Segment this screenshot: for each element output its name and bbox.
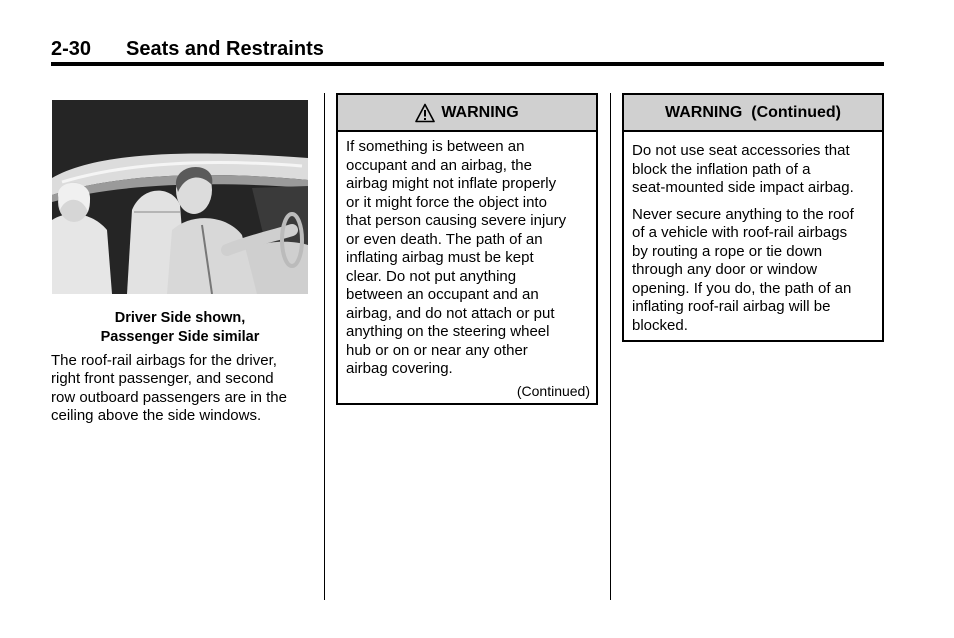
text-line: between an occupant and an xyxy=(346,286,539,303)
header-rule xyxy=(51,62,884,66)
text-line: The roof-rail airbags for the driver, xyxy=(51,352,277,369)
text-line: occupant and an airbag, the xyxy=(346,156,532,174)
text-line: inflating roof-rail airbag will be xyxy=(632,298,831,315)
text-line: If something is between an xyxy=(346,138,525,155)
caption-line: Driver Side shown, xyxy=(114,310,246,326)
airbag-illustration xyxy=(52,100,308,294)
column-divider-right xyxy=(610,93,611,600)
text-line: or it might force the object into xyxy=(346,193,547,211)
warning-header xyxy=(624,95,882,132)
warning-body xyxy=(338,132,596,379)
intro-paragraph xyxy=(51,352,313,425)
text-line: of a vehicle with roof-rail airbags xyxy=(632,224,848,241)
text-line: right front passenger, and second xyxy=(51,370,274,388)
warning-body xyxy=(624,132,882,335)
text-line: seat-mounted side impact airbag. xyxy=(632,179,854,196)
text-line: anything on the steering wheel xyxy=(346,323,550,340)
text-line: airbag covering. xyxy=(346,360,453,377)
warning-title: WARNING xyxy=(441,103,519,121)
warning-continued-box xyxy=(622,93,884,342)
text-line: that person causing severe injury xyxy=(346,212,567,229)
text-line: block the inflation path of a xyxy=(632,160,811,178)
continued-label: (Continued) xyxy=(516,383,590,399)
warning-triangle-icon xyxy=(415,103,435,123)
text-line: ceiling above the side windows. xyxy=(51,406,262,424)
car-interior-illustration xyxy=(52,100,308,294)
text-line: row outboard passengers are in the xyxy=(51,388,287,406)
warning-header xyxy=(338,95,596,132)
warning-box xyxy=(336,93,598,405)
text-line: opening. If you do, the path of an xyxy=(632,279,852,297)
text-line: Never secure anything to the roof xyxy=(632,205,854,223)
text-line: hub or on or near any other xyxy=(346,341,528,359)
text-line: airbag, and do not attach or put xyxy=(346,304,555,322)
text-line: airbag might not inflate properly xyxy=(346,175,557,192)
warning-title: WARNING (Continued) xyxy=(665,103,841,121)
figure-caption xyxy=(51,309,309,347)
text-line: or even death. The path of an xyxy=(346,230,543,248)
text-line: blocked. xyxy=(632,316,688,334)
column-divider-left xyxy=(324,93,325,600)
text-line: by routing a rope or tie down xyxy=(632,242,823,260)
text-line: through any door or window xyxy=(632,261,818,278)
section-title: Seats and Restraints xyxy=(126,38,324,60)
text-line: clear. Do not put anything xyxy=(346,267,517,285)
page-number: 2-30 xyxy=(51,38,92,60)
text-line: Do not use seat accessories that xyxy=(632,142,850,159)
text-line: inflating airbag must be kept xyxy=(346,249,534,266)
caption-line: Passenger Side similar xyxy=(100,329,260,345)
